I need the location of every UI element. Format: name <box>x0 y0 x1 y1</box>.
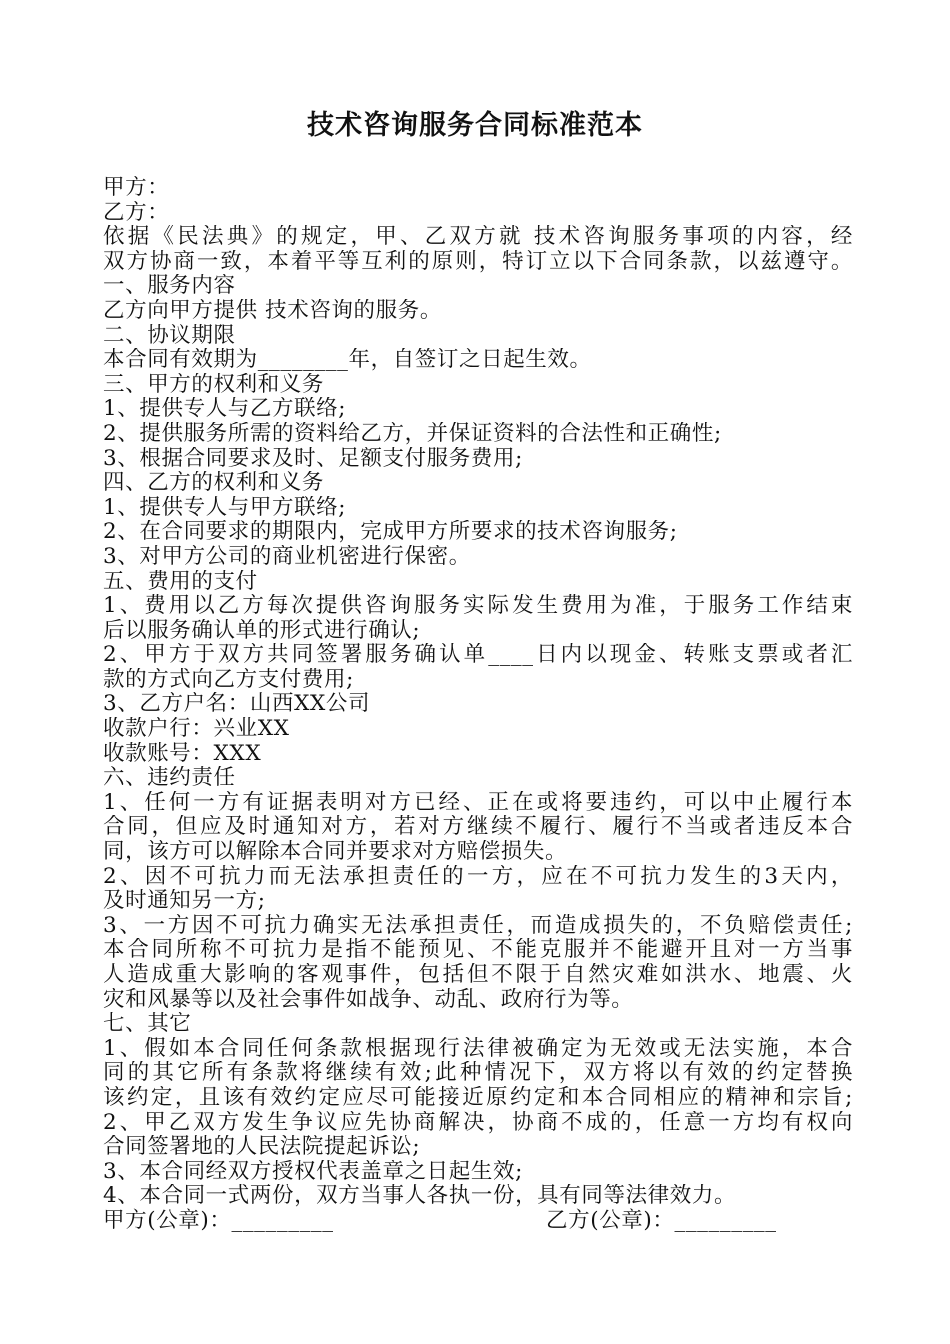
document-line: 二、协议期限 <box>103 323 236 348</box>
document-line: 收款账号：XXX <box>103 741 262 766</box>
document-line: 依据《民法典》的规定，甲、乙双方就 技术咨询服务事项的内容，经 <box>103 225 853 250</box>
document-body <box>103 176 853 1234</box>
document-line: 2、提供服务所需的资料给乙方，并保证资料的合法性和正确性; <box>103 421 722 446</box>
document-line: 1、提供专人与甲方联络; <box>103 495 347 520</box>
document-line: 1、提供专人与乙方联络; <box>103 397 347 422</box>
party-b-signature: 乙方(公章)：_________ <box>546 1207 777 1233</box>
document-line: 双方协商一致，本着平等互利的原则，特订立以下合同条款，以兹遵守。 <box>103 249 853 274</box>
document-line: 款的方式向乙方支付费用; <box>103 667 354 692</box>
document-line: 四、乙方的权利和义务 <box>103 471 325 496</box>
document-line: 乙方： <box>103 200 170 225</box>
document-line: 五、费用的支付 <box>103 569 258 594</box>
document-line: 六、违约责任 <box>103 766 236 791</box>
document-line: 一、服务内容 <box>103 274 236 299</box>
document-line: 灾和风暴等以及社会事件如战争、动乱、政府行为等。 <box>103 987 634 1012</box>
party-a-signature: 甲方(公章)：_________ <box>103 1207 334 1233</box>
document-line: 本合同所称不可抗力是指不能预见、不能克服并不能避开且对一方当事 <box>103 938 853 963</box>
document-line: 甲方： <box>103 176 170 200</box>
document-line: 七、其它 <box>103 1012 192 1037</box>
document-line: 2、甲方于双方共同签署服务确认单____日内以现金、转账支票或者汇 <box>103 643 853 668</box>
document-line: 三、甲方的权利和义务 <box>103 372 325 397</box>
document-line: 2、因不可抗力而无法承担责任的一方，应在不可抗力发生的3天内， <box>103 864 853 889</box>
document-line: 本合同有效期为________年，自签订之日起生效。 <box>103 348 592 373</box>
document-line: 1、任何一方有证据表明对方已经、正在或将要违约，可以中止履行本 <box>103 790 853 815</box>
document-line: 合同，但应及时通知对方，若对方继续不履行、履行不当或者违反本合 <box>103 815 853 840</box>
document-line: 1、假如本合同任何条款根据现行法律被确定为无效或无法实施，本合 <box>103 1036 853 1061</box>
document-line: 乙方向甲方提供 技术咨询的服务。 <box>103 298 442 323</box>
document-line: 2、在合同要求的期限内，完成甲方所要求的技术咨询服务; <box>103 520 678 545</box>
document-line: 合同签署地的人民法院提起诉讼; <box>103 1135 421 1160</box>
document-line: 3、根据合同要求及时、足额支付服务费用; <box>103 446 523 471</box>
document-line: 3、对甲方公司的商业机密进行保密。 <box>103 544 471 569</box>
document-title: 技术咨询服务合同标准范本 <box>307 110 643 141</box>
document-line: 该约定，且该有效约定应尽可能接近原约定和本合同相应的精神和宗旨; <box>103 1085 853 1110</box>
document-line: 3、乙方户名：山西XX公司 <box>103 692 371 717</box>
document-line: 3、一方因不可抗力确实无法承担责任，而造成损失的，不负赔偿责任; <box>103 913 853 938</box>
document-line: 4、本合同一式两份，双方当事人各执一份，具有同等法律效力。 <box>103 1184 737 1209</box>
document-line: 1、费用以乙方每次提供咨询服务实际发生费用为准，于服务工作结束 <box>103 594 853 619</box>
signature-row <box>103 1209 853 1234</box>
document-line: 及时通知另一方; <box>103 889 266 914</box>
document-line: 人造成重大影响的客观事件，包括但不限于自然灾难如洪水、地震、火 <box>103 963 853 987</box>
document-line: 后以服务确认单的形式进行确认; <box>103 618 421 643</box>
document-line: 收款户行：兴业XX <box>103 717 290 742</box>
document-line: 同的其它所有条款将继续有效;此种情况下，双方将以有效的约定替换 <box>103 1061 853 1086</box>
document-line: 同，该方可以解除本合同并要求对方赔偿损失。 <box>103 840 568 865</box>
document-line: 2、甲乙双方发生争议应先协商解决，协商不成的，任意一方均有权向 <box>103 1110 853 1135</box>
document-line: 3、本合同经双方授权代表盖章之日起生效; <box>103 1159 523 1184</box>
